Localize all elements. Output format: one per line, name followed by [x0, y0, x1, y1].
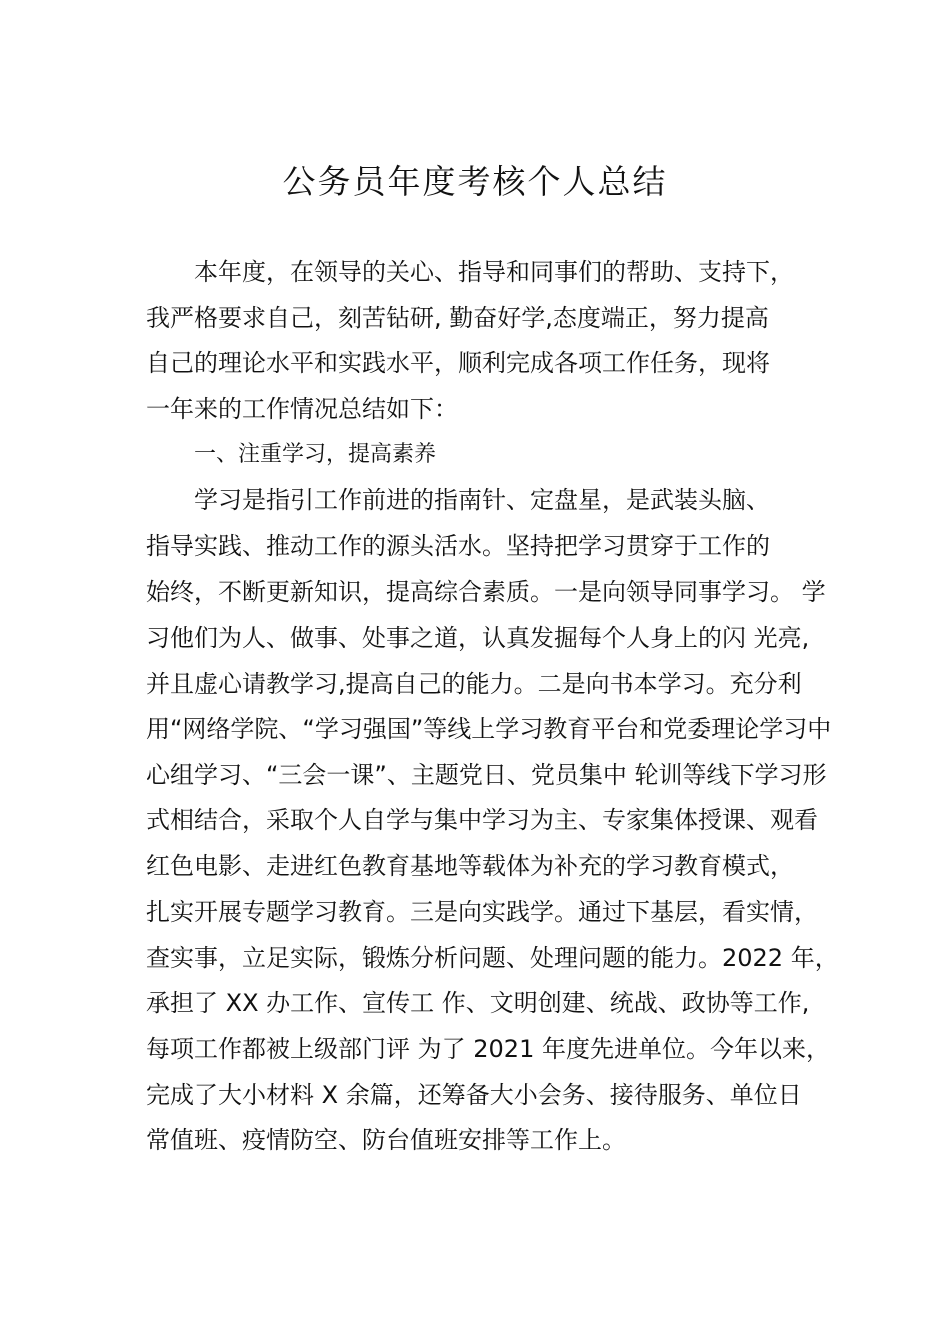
section-heading: 一、注重学习，提高素养: [194, 442, 437, 467]
paragraph-line: 学习是指引工作前进的指南针、定盘星，是武装头脑、: [194, 486, 770, 514]
paragraph-line: 查实事，立足实际，锻炼分析问题、处理问题的能力。2022 年，: [146, 944, 839, 972]
paragraph-line: 指导实践、推动工作的源头活水。坚持把学习贯穿于工作的: [146, 532, 770, 560]
paragraph-line: 红色电影、走进红色教育基地等载体为补充的学习教育模式，: [146, 852, 794, 880]
paragraph-line: 本年度，在领导的关心、指导和同事们的帮助、支持下，: [194, 258, 794, 286]
paragraph-line: 每项工作都被上级部门评 为了 2021 年度先进单位。今年以来，: [146, 1035, 830, 1063]
paragraph-line: 承担了 XX 办工作、宣传工 作、文明创建、统战、政协等工作,: [146, 989, 810, 1017]
paragraph-line: 并且虚心请教学习,提高自己的能力。二是向书本学习。充分利: [146, 670, 802, 698]
paragraph-line: 扎实开展专题学习教育。三是向实践学。通过下基层，看实情，: [146, 898, 818, 926]
paragraph-line: 习他们为人、做事、处事之道，认真发掘每个人身上的闪 光亮,: [146, 624, 810, 652]
paragraph-line: 式相结合，采取个人自学与集中学习为主、专家集体授课、观看: [146, 806, 818, 834]
paragraph-line: 心组学习、“三会一课”、主题党日、党员集中 轮训等线下学习形: [146, 761, 827, 789]
paragraph-line: 一年来的工作情况总结如下：: [146, 395, 458, 423]
paragraph-line: 常值班、疫情防空、防台值班安排等工作上。: [146, 1126, 626, 1154]
document-title: 公务员年度考核个人总结: [282, 162, 668, 201]
paragraph-line: 自己的理论水平和实践水平，顺利完成各项工作任务，现将: [146, 349, 770, 377]
paragraph-line: 我严格要求自己，刻苦钻研, 勤奋好学,态度端正，努力提高: [146, 304, 769, 332]
paragraph-line: 始终，不断更新知识，提高综合素质。一是向领导同事学习。 学: [146, 578, 826, 606]
paragraph-line: 用“网络学院、“学习强国”等线上学习教育平台和党委理论学习中: [146, 715, 832, 743]
paragraph-line: 完成了大小材料 X 余篇，还筹备大小会务、接待服务、单位日: [146, 1081, 802, 1109]
